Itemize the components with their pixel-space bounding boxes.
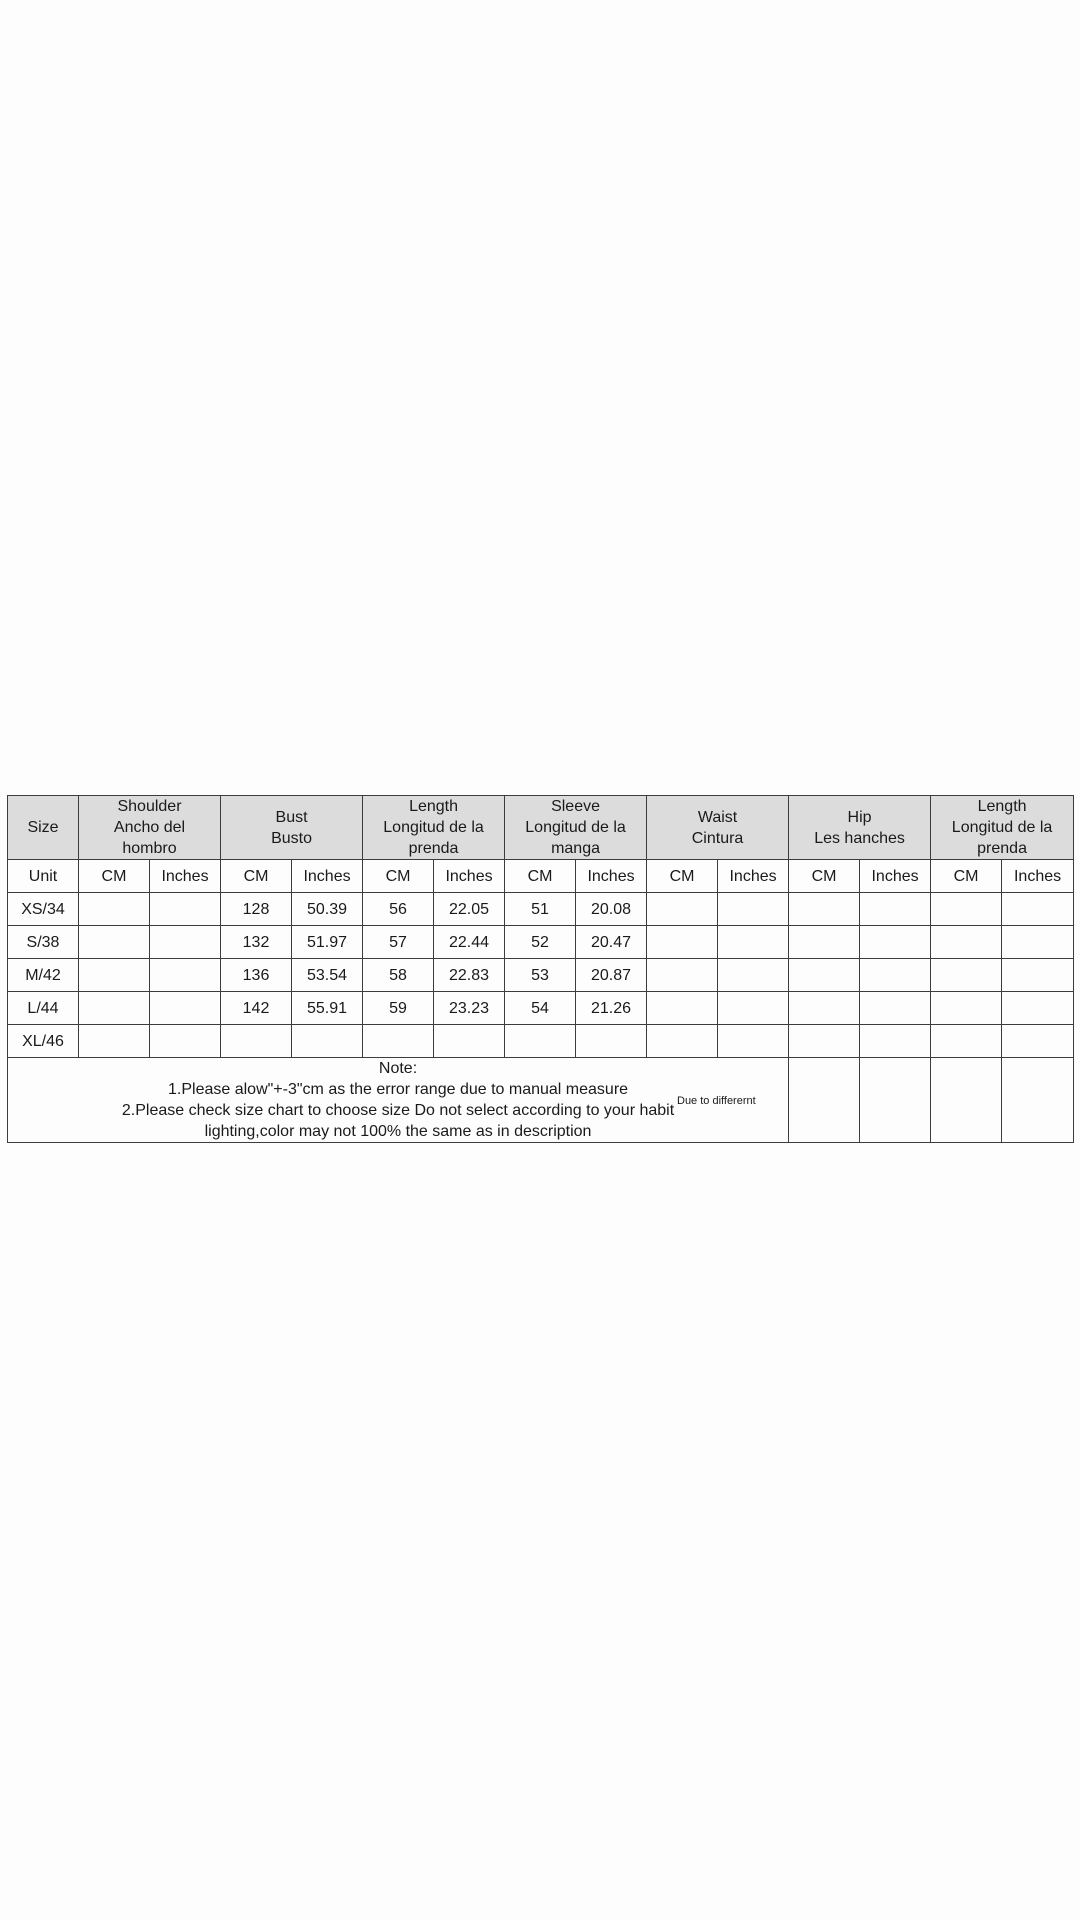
table-cell [1002, 959, 1074, 992]
table-cell [647, 992, 718, 1025]
table-cell [860, 959, 931, 992]
unit-inches: Inches [434, 860, 505, 893]
table-cell [505, 1025, 576, 1058]
table-row [8, 893, 1074, 926]
header-line: Ancho del [113, 819, 186, 836]
unit-label: Unit [8, 860, 79, 893]
unit-inches: Inches [150, 860, 221, 893]
unit-inches: Inches [860, 860, 931, 893]
header-line: Bust [275, 808, 308, 826]
table-cell: 53 [505, 959, 576, 992]
table-cell: 51.97 [292, 926, 363, 959]
table-row [8, 926, 1074, 959]
unit-cm: CM [79, 860, 150, 893]
table-cell [150, 893, 221, 926]
unit-inches: Inches [718, 860, 789, 893]
header-waist [647, 796, 789, 860]
header-line: prenda [977, 840, 1027, 857]
header-hip [789, 796, 931, 860]
table-cell [576, 1025, 647, 1058]
header-line: manga [551, 840, 600, 857]
table-cell [789, 1025, 860, 1058]
table-cell [718, 893, 789, 926]
size-cell: XL/46 [8, 1025, 79, 1058]
table-cell: 50.39 [292, 893, 363, 926]
table-cell: 23.23 [434, 992, 505, 1025]
table-cell [647, 893, 718, 926]
unit-cm: CM [363, 860, 434, 893]
unit-row [8, 860, 1074, 893]
table-cell [150, 959, 221, 992]
header-line: Sleeve [551, 798, 600, 815]
unit-cm: CM [505, 860, 576, 893]
table-cell [79, 893, 150, 926]
unit-cm: CM [647, 860, 718, 893]
table-cell [931, 959, 1002, 992]
table-cell [718, 959, 789, 992]
table-cell [789, 992, 860, 1025]
header-row [8, 796, 1074, 860]
table-cell [221, 1025, 292, 1058]
table-cell: 57 [363, 926, 434, 959]
table-row [8, 1025, 1074, 1058]
table-cell: 55.91 [292, 992, 363, 1025]
table-cell [79, 1025, 150, 1058]
table-cell [1002, 1058, 1074, 1143]
table-cell [1002, 926, 1074, 959]
header-line: hombro [122, 840, 177, 857]
size-cell: M/42 [8, 959, 79, 992]
table-cell [718, 992, 789, 1025]
table-cell: 22.44 [434, 926, 505, 959]
table-cell [931, 1025, 1002, 1058]
table-cell [931, 992, 1002, 1025]
table-cell [931, 926, 1002, 959]
table-cell: 20.87 [576, 959, 647, 992]
unit-inches: Inches [1002, 860, 1074, 893]
header-line: Hip [847, 808, 872, 826]
note-cell [8, 1058, 789, 1143]
table-cell [292, 1025, 363, 1058]
unit-cm: CM [221, 860, 292, 893]
header-line: Busto [271, 829, 312, 847]
header-length-2 [931, 796, 1074, 860]
table-cell [79, 926, 150, 959]
header-line: Longitud de la [525, 819, 626, 836]
note-aside: Due to differernt [677, 1095, 756, 1107]
table-row [8, 959, 1074, 992]
table-cell [363, 1025, 434, 1058]
table-cell [860, 1025, 931, 1058]
size-cell: XS/34 [8, 893, 79, 926]
table-cell: 21.26 [576, 992, 647, 1025]
unit-cm: CM [931, 860, 1002, 893]
table-cell [789, 893, 860, 926]
note-row [8, 1058, 1074, 1143]
header-line: prenda [408, 840, 459, 857]
table-cell [931, 893, 1002, 926]
table-cell [150, 1025, 221, 1058]
table-cell: 22.05 [434, 893, 505, 926]
header-line: Length [977, 798, 1027, 815]
table-cell: 56 [363, 893, 434, 926]
table-cell: 20.47 [576, 926, 647, 959]
header-line: Longitud de la [951, 819, 1053, 836]
table-cell [1002, 992, 1074, 1025]
note-line: 1.Please alow"+-3"cm as the error range due to manual measure [168, 1081, 629, 1098]
table-cell [931, 1058, 1002, 1143]
note-line: lighting,color may not 100% the same as in description [204, 1123, 592, 1140]
header-line: Waist [697, 808, 738, 826]
header-line: Shoulder [117, 798, 182, 815]
table-cell: 20.08 [576, 893, 647, 926]
table-cell [434, 1025, 505, 1058]
table-cell [860, 1058, 931, 1143]
table-cell: 52 [505, 926, 576, 959]
header-line: Les hanches [814, 829, 905, 847]
table-cell: 22.83 [434, 959, 505, 992]
table-cell [789, 1058, 860, 1143]
size-cell: S/38 [8, 926, 79, 959]
table-cell: 53.54 [292, 959, 363, 992]
table-cell [150, 926, 221, 959]
header-line: Longitud de la [383, 819, 484, 836]
table-cell: 128 [221, 893, 292, 926]
header-size: Size [8, 796, 79, 860]
header-line: Length [409, 798, 458, 815]
table-cell: 132 [221, 926, 292, 959]
table-cell [79, 959, 150, 992]
unit-cm: CM [789, 860, 860, 893]
header-line: Cintura [691, 829, 744, 847]
note-line: Note: [378, 1060, 418, 1077]
table-cell [647, 926, 718, 959]
table-row [8, 992, 1074, 1025]
header-length [363, 796, 505, 860]
table-cell: 142 [221, 992, 292, 1025]
table-cell [79, 992, 150, 1025]
header-shoulder [79, 796, 221, 860]
table-cell [150, 992, 221, 1025]
table-cell [860, 992, 931, 1025]
table-cell [860, 926, 931, 959]
table-cell [647, 1025, 718, 1058]
table-cell [789, 959, 860, 992]
header-sleeve [505, 796, 647, 860]
table-cell: 51 [505, 893, 576, 926]
size-cell: L/44 [8, 992, 79, 1025]
table-cell [718, 926, 789, 959]
size-chart-table [7, 795, 1074, 1143]
table-cell: 58 [363, 959, 434, 992]
note-line: 2.Please check size chart to choose size Do not select according to your habit [121, 1102, 675, 1119]
table-cell [1002, 1025, 1074, 1058]
table-cell [860, 893, 931, 926]
header-bust [221, 796, 363, 860]
table-cell: 136 [221, 959, 292, 992]
table-cell: 54 [505, 992, 576, 1025]
table-cell [718, 1025, 789, 1058]
size-chart [7, 795, 1073, 1143]
table-cell [789, 926, 860, 959]
table-cell [1002, 893, 1074, 926]
table-cell [647, 959, 718, 992]
unit-inches: Inches [576, 860, 647, 893]
table-cell: 59 [363, 992, 434, 1025]
unit-inches: Inches [292, 860, 363, 893]
